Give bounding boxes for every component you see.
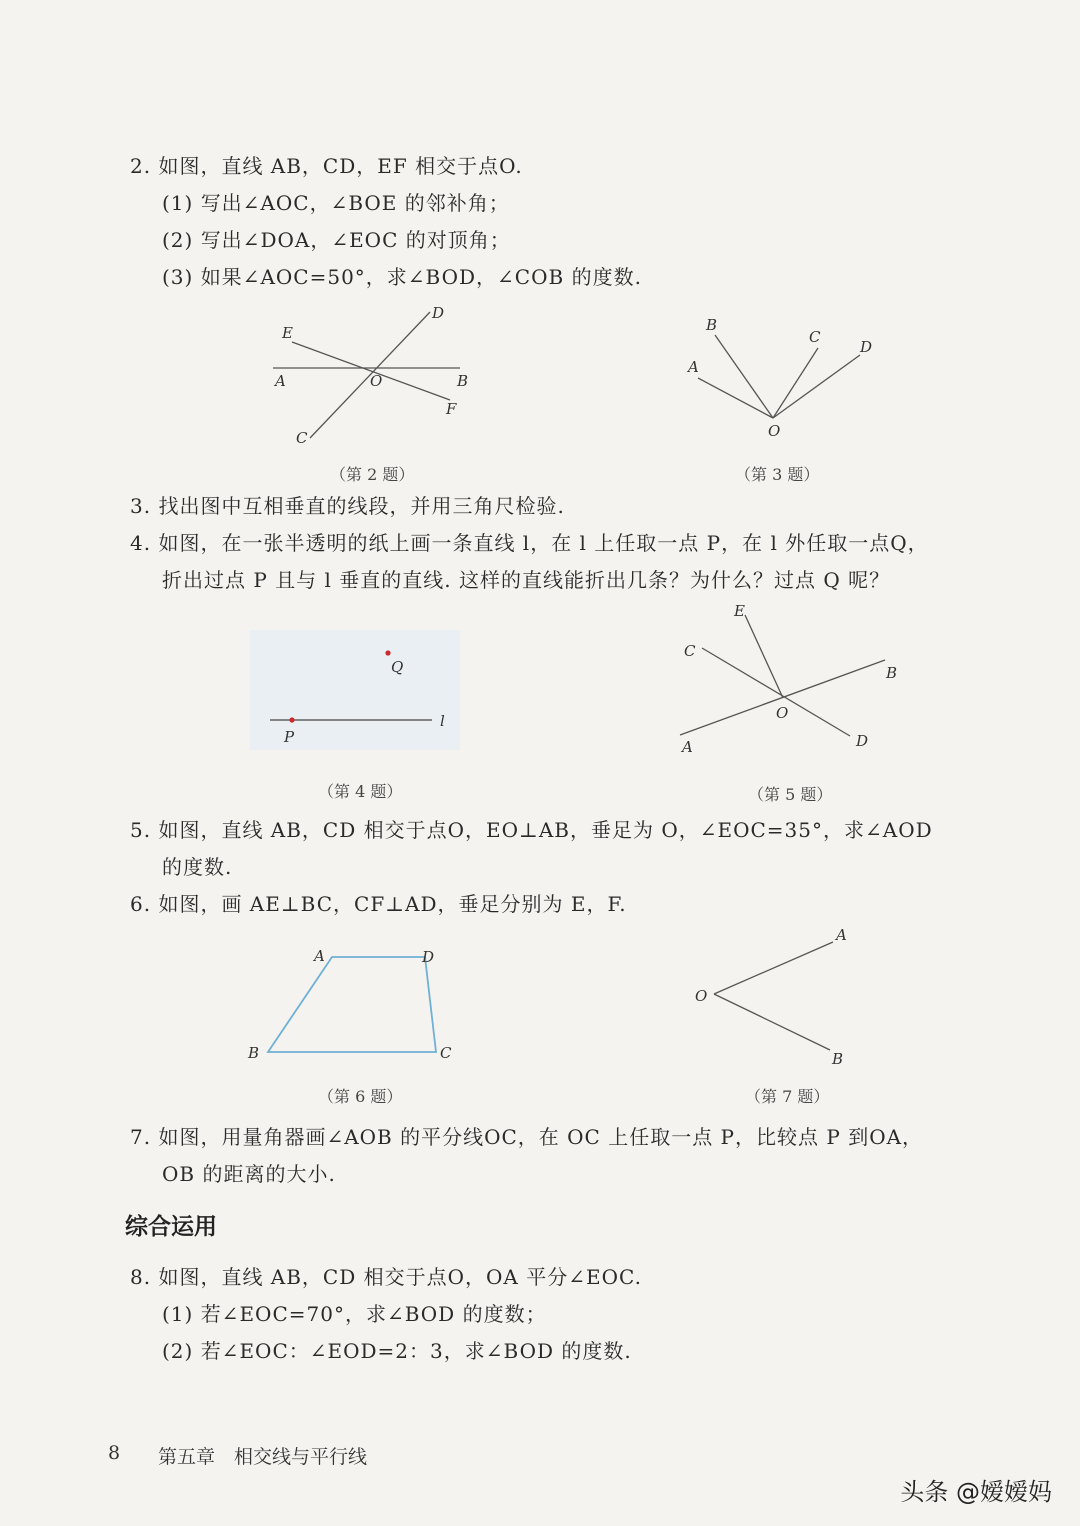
label-o: O <box>695 987 708 1005</box>
problem-2-part-3: (3) 如果∠AOC=50°，求∠BOD，∠COB 的度数. <box>162 265 642 289</box>
label-a: A <box>314 947 325 965</box>
problem-5-line-1: 5. 如图，直线 AB，CD 相交于点O，EO⊥AB，垂足为 O，∠EOC=35°，求∠AOD <box>130 818 933 842</box>
label-c: C <box>440 1044 452 1062</box>
figure-2-intersecting-lines <box>260 300 490 450</box>
ray-ob <box>714 994 830 1050</box>
caption-figure-6: （第 6 题） <box>318 1087 403 1106</box>
problem-7-line-1: 7. 如图，用量角器画∠AOB 的平分线OC，在 OC 上任取一点 P，比较点 P 到OA， <box>130 1125 924 1149</box>
label-c: C <box>809 328 821 346</box>
label-c: C <box>684 642 696 660</box>
ray-oc <box>773 348 818 418</box>
label-a: A <box>688 358 699 376</box>
ray-oa <box>698 378 773 418</box>
figure-7-angle <box>690 920 860 1070</box>
problem-5-line-2: 的度数. <box>162 855 233 879</box>
label-b: B <box>706 316 718 334</box>
section-heading: 综合运用 <box>125 1214 217 1240</box>
label-b: B <box>457 372 469 390</box>
label-e: E <box>282 324 293 342</box>
caption-figure-4: （第 4 题） <box>318 782 403 801</box>
label-o: O <box>768 422 781 440</box>
problem-4-line-2: 折出过点 P 且与 l 垂直的直线. 这样的直线能折出几条？为什么？过点 Q 呢？ <box>162 568 891 592</box>
label-a: A <box>275 372 286 390</box>
line-ef <box>292 342 450 400</box>
label-p: P <box>284 728 295 746</box>
problem-4-line-1: 4. 如图，在一张半透明的纸上画一条直线 l，在 l 上任取一点 P，在 l 外任取一点Q， <box>130 531 929 555</box>
caption-figure-7: （第 7 题） <box>745 1087 830 1106</box>
label-a: A <box>836 926 847 944</box>
label-e: E <box>734 602 745 620</box>
problem-8-part-1: (1) 若∠EOC=70°，求∠BOD 的度数； <box>162 1302 547 1326</box>
figure-4-paper <box>250 630 460 750</box>
label-b: B <box>248 1044 260 1062</box>
label-l: l <box>440 712 445 730</box>
problem-8-part-2: (2) 若∠EOC：∠EOD=2：3，求∠BOD 的度数. <box>162 1339 632 1363</box>
figure-3-rays <box>680 310 880 440</box>
line-cd <box>702 648 850 736</box>
label-d: D <box>432 304 445 322</box>
figure-6-trapezoid <box>240 940 470 1070</box>
label-c: C <box>296 429 308 447</box>
problem-2-part-1: (1) 写出∠AOC，∠BOE 的邻补角； <box>162 191 510 215</box>
trapezoid-abcd <box>268 957 436 1052</box>
label-a: A <box>682 738 693 756</box>
label-d: D <box>860 338 873 356</box>
problem-6: 6. 如图，画 AE⊥BC，CF⊥AD，垂足分别为 E，F. <box>130 892 627 916</box>
label-o: O <box>370 372 383 390</box>
problem-3: 3. 找出图中互相垂直的线段，并用三角尺检验. <box>130 494 565 518</box>
translucent-paper <box>250 630 460 750</box>
caption-figure-3: （第 3 题） <box>735 465 820 484</box>
page-number: 8 <box>108 1442 121 1464</box>
label-q: Q <box>391 658 404 676</box>
figure-5-lines <box>670 600 910 760</box>
caption-figure-2: （第 2 题） <box>330 465 415 484</box>
label-b: B <box>886 664 898 682</box>
point-p <box>289 717 294 722</box>
ray-ob <box>715 335 773 418</box>
problem-8-stem: 8. 如图，直线 AB，CD 相交于点O，OA 平分∠EOC. <box>130 1265 642 1289</box>
problem-7-line-2: OB 的距离的大小. <box>162 1162 336 1186</box>
point-q <box>385 650 390 655</box>
label-b: B <box>832 1050 844 1068</box>
problem-2-part-2: (2) 写出∠DOA，∠EOC 的对顶角； <box>162 228 511 252</box>
watermark: 头条 @嫒嫒妈 <box>900 1478 1052 1506</box>
caption-figure-5: （第 5 题） <box>748 785 833 804</box>
label-f: F <box>446 400 457 418</box>
ray-od <box>773 355 860 418</box>
chapter-title: 第五章 相交线与平行线 <box>158 1446 368 1468</box>
problem-2-stem: 2. 如图，直线 AB，CD，EF 相交于点O. <box>130 154 523 178</box>
label-d: D <box>856 732 869 750</box>
label-d: D <box>422 948 435 966</box>
label-o: O <box>776 704 789 722</box>
ray-oa <box>714 942 833 994</box>
